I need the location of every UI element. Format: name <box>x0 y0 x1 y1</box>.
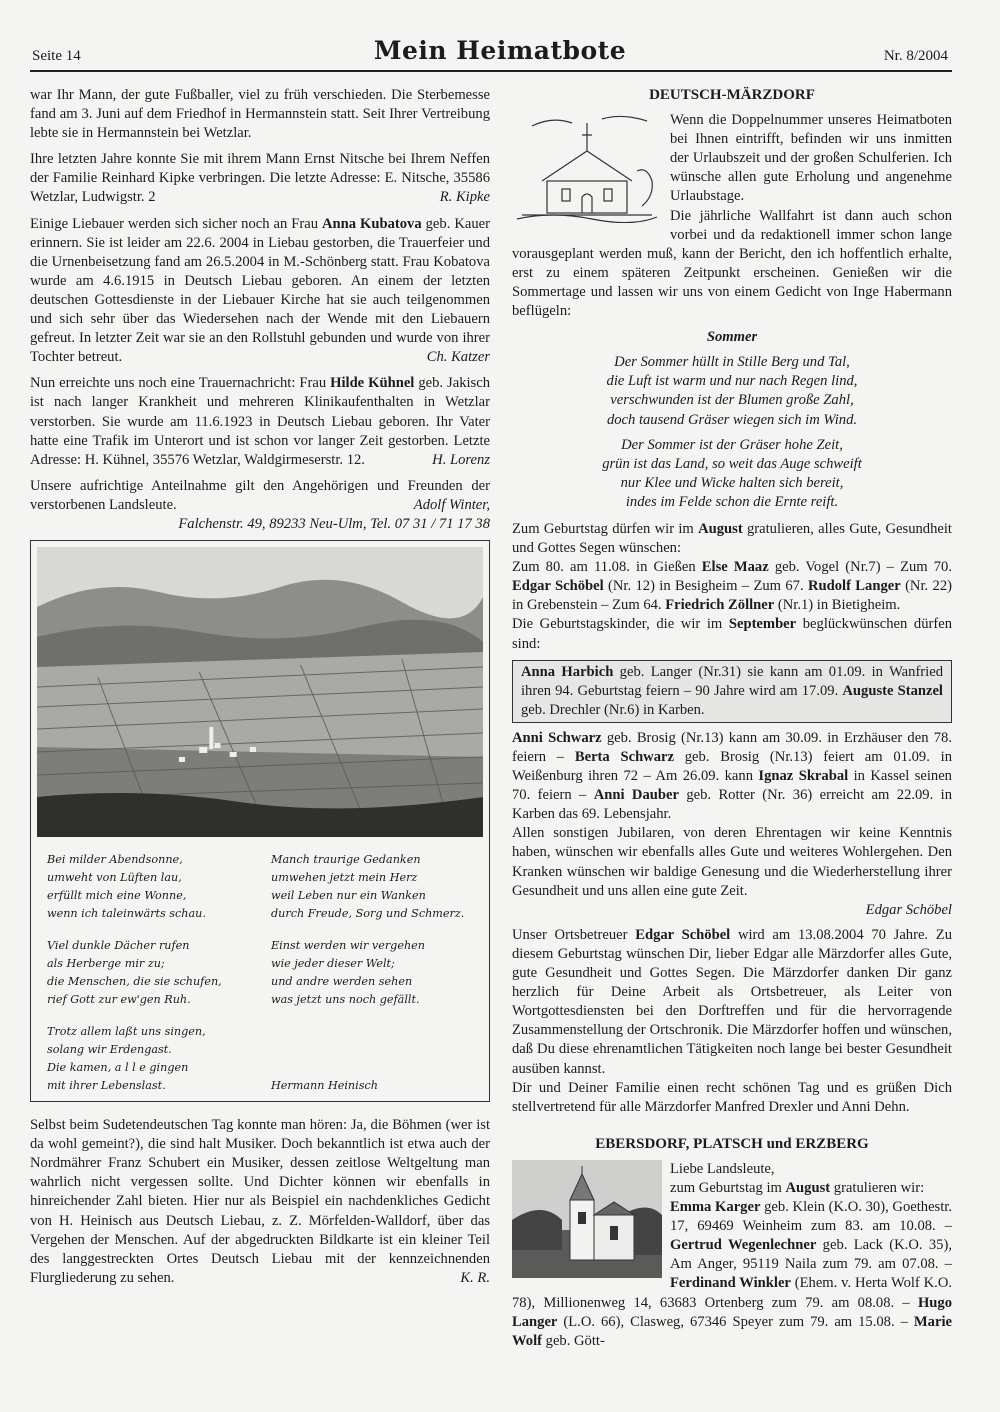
highlight-box: Anna Harbich geb. Langer (Nr.31) sie kann am 01.09. in Wanfried ihren 94. Geburtstag feiern – 90 Jahre wird am 17.09. Auguste Stanzel geb. Drechler (Nr.6) in Karben. <box>512 660 952 723</box>
right-column <box>512 86 952 1358</box>
paragraph: Emma Karger geb. Klein (K.O. 30), Goethestr. 17, 69469 Weinheim zum 83. am 10.08. – Gertrud Wegenlechner geb. Lack (K.O. 35), Am Anger, 95119 Naila zum 79. am 07.08. – Ferdinand Winkler (Ehem. v. Herta Wolf K.O. 78), Millionenweg 14, 63683 Ortenberg zum 79. am 08.08. – Hugo Langer (L.O. 66), Clasweg, 67346 Speyer zum 79. am 15.08. – Marie Wolf geb. Gött- <box>512 1199 953 1349</box>
paragraph: Unser Ortsbetreuer Edgar Schöbel wird am 13.08.2004 70 Jahre. Zu diesem Geburtstag wünschen Dir, lieber Edgar alle Märzdorfer alles Gute, gute Gesundheit und Gottes Segen. Die Märzdorfer danken Dir ganz herzlich für Deine Arbeit als Ortsbetreuer, als Leiter von Wortgottesdiensten bei den Dorftreffen und für die hervorragende Zusammenstellung der Ortschronik. Die Märzdorfer hoffen und wünschen, daß Du diese ehrenamtlichen Tätigkeiten noch lange bei bester Gesundheit ausüben kannst. <box>512 926 953 1077</box>
poem-title: Sommer <box>706 329 758 346</box>
poem-stanza: Bei milder Abendsonne, umweht von Lüften lau, erfüllt mich eine Wonne, wenn ich taleinwärts schau. <box>47 853 206 921</box>
signature: R. Kipke <box>439 189 490 206</box>
signature: Adolf Winter, <box>413 496 490 513</box>
landscape-photo <box>37 547 483 837</box>
paragraph: Die Geburtstagskinder, die wir im September beglückwünschen dürfen sind: <box>512 616 952 652</box>
signature: K. R. <box>460 1269 490 1286</box>
paragraph: Selbst beim Sudetendeutschen Tag konnte man hören: Ja, die Böhmen (wer ist da wohl gemeint?), die sind halt Musiker. Doch bekanntlich ist etwa auch der Nordmährer Franz Schubert ein Musiker, dessen zeitlose Weltgeltung man wahrlich nicht vergessen sollte. Und Dichter können wir ebenfalls in hinreichender Zahl bieten. Hier nur als Beispiel ein nachdenkliches Gedicht von H. Heinisch aus Deutsch Liebau, z. Z. Mörfelden-Walldorf, über das Vergehen der Menschen. Auf der abgedruckten Bildkarte ist ein kleiner Teil des langgestreckten Ortes Deutsch Liebau mit der kennzeichnenden Flurgliederung zu sehen. K. R. <box>30 1116 490 1288</box>
poem-heinisch <box>37 851 483 1095</box>
paragraph: Die jährliche Wallfahrt ist dann auch schon vorbei und da redaktionell immer schon lange vorausgeplant werden muß, kann der Bericht, den ich hoffentlich erhalte, erst zu einem späteren Zeitpunkt erscheinen. Genießen wir die Sommertage und lassen wir uns von einem Gedicht von Inge Habermann beflügeln: <box>512 207 952 320</box>
paragraph: Zum Geburtstag dürfen wir im August gratulieren, alles Gute, Gesundheit und Gottes Segen wünschen: <box>512 520 952 557</box>
picture-postcard <box>30 540 490 1102</box>
paragraph: Wenn die Doppelnummer unseres Heimatboten bei Ihnen eintrifft, befinden wir uns inmitten der Urlaubszeit und der großen Schulferien. Ich wünsche allen gute Erholung und angenehme Urlaubstage. <box>670 112 952 205</box>
paragraph: zum Geburtstag im August gratulieren wir: <box>670 1179 925 1196</box>
paragraph: Zum 80. am 11.08. in Gießen Else Maaz geb. Vogel (Nr.7) – Zum 70. Edgar Schöbel (Nr. 12) in Besigheim – Zum 67. Rudolf Langer (Nr. 22) in Grebenstein – Zum 64. Friedrich Zöllner (Nr.1) in Bietigheim. <box>512 559 952 614</box>
paragraph: Liebe Landsleute, <box>670 1160 775 1177</box>
signature: H. Lorenz <box>432 451 490 468</box>
signature: Edgar Schöbel <box>865 901 952 918</box>
poem-stanza: Viel dunkle Dächer rufen als Herberge mir zu; die Menschen, die sie schufen, rief Gott zur ew'gen Ruh. <box>47 939 222 1007</box>
paragraph: Dir und Deiner Familie einen recht schönen Tag und es grüßen Dich stellvertretend für alle Märzdorfer Manfred Drexler und Anni Dehn. <box>512 1079 952 1115</box>
signature: Ch. Katzer <box>426 349 490 366</box>
section-title: DEUTSCH-MÄRZDORF <box>649 87 815 103</box>
poem-author: Hermann Heinisch <box>271 1079 378 1093</box>
poem-sommer <box>512 328 952 512</box>
masthead-logo: Mein Heimatbote <box>373 36 627 65</box>
paragraph: war Ihr Mann, der gute Fußballer, viel zu früh verschieden. Die Sterbemesse fand am 3. Juni auf dem Friedhof in Hermannstein statt. Seit Ihrer Vertreibung lebte sie in Hermannstein bei Wetzlar. <box>30 87 490 142</box>
poem-stanza: Trotz allem laßt uns singen, solang wir Erdengast. Die kamen, a l l e gingen mit ihrer Lebenslast. <box>47 1025 206 1093</box>
paragraph: Unsere aufrichtige Anteilnahme gilt den Angehörigen und Freunden der verstorbenen Landsleute. Adolf Winter, <box>30 477 490 515</box>
paragraph: Ihre letzten Jahre konnte Sie mit ihrem Mann Ernst Nitsche bei Ihrem Neffen der Familie Reinhard Kipke verbringen. Die letzte Adresse: E. Nitsche, 35586 Wetzlar, Ludwigstr. 2 R. Kipke <box>30 150 490 207</box>
chapel-drawing <box>512 111 662 223</box>
paragraph: Nun erreichte uns noch eine Trauernachricht: Frau Hilde Kühnel geb. Jakisch ist nach langer Krankheit und mehreren Klinikaufenthalten in Wetzlar verstorben. Sie wurde am 11.6.1923 in Deutsch Liebau geboren. Ihr Vater hatte eine Trafik im Unterort und ist schon vor langer Zeit gestorben. Letzte Adresse: H. Kühnel, 35576 Wetzlar, Waldgirmeserstr. 12. H. Lorenz <box>30 374 490 469</box>
header-rule <box>30 70 952 72</box>
church-photo <box>512 1160 662 1278</box>
left-column <box>30 86 490 1295</box>
section-title: EBERSDORF, PLATSCH und ERZBERG <box>595 1135 869 1152</box>
poem-stanza: Der Sommer hüllt in Stille Berg und Tal, die Luft ist warm und nur nach Regen lind, verschwunden ist der Blumen große Zahl, doch tausend Gräser wiegen sich im Wind. <box>606 354 858 428</box>
issue-number: Nr. 8/2004 <box>883 48 948 64</box>
poem-stanza: Einst werden wir vergehen wie jeder dieser Welt; und andre werden sehen was jetzt uns noch gefällt. <box>271 939 425 1007</box>
paragraph: Anni Schwarz geb. Brosig (Nr.13) kann am 30.09. in Erzhäuser den 78. feiern – Berta Schwarz geb. Brosig (Nr.13) feiert am 01.09. in Weißenburg ihren 72 – Am 26.09. kann Ignaz Skrabal in Kassel seinen 70. feiern – Anni Dauber geb. Rotter (Nr. 36) erreicht am 22.09. in Karben das 69. Lebensjahr. <box>512 729 952 823</box>
page-number: Seite 14 <box>32 48 81 64</box>
paragraph: Allen sonstigen Jubilaren, von deren Ehrentagen wir keine Kenntnis haben, wünschen wir ebenfalls alles Gute und weiteres Wohlergehen. Den Kranken wünschen wir baldige Genesung und die Wiederherstellung ihrer Gesundheit und uns allen eine gute Zeit. <box>512 825 952 899</box>
address: Falchenstr. 49, 89233 Neu-Ulm, Tel. 07 31 / 71 17 38 <box>178 515 490 532</box>
paragraph: Einige Liebauer werden sich sicher noch an Frau Anna Kubatova geb. Kauer erinnern. Sie ist leider am 22.6. 2004 in Liebau gestorben, die Trauerfeier und die Urnenbeisetzung fand am 26.5.2004 in M.-Schönberg statt. Frau Kobatova wurde am 4.6.1915 in Deutsch Liebau geboren. An einem der letzten deutschen Gottesdienste in der Liebauer Kirche hat sie auch teilgenommen und sich sehr über das Wiedersehen nach der Wende mit den Liebauern gefreut. In letzter Zeit war sie an den Rollstuhl gebunden und wurde von ihrer Tochter betreut. Ch. Katzer <box>30 215 490 368</box>
poem-stanza: Der Sommer ist der Gräser hohe Zeit, grün ist das Land, so weit das Auge schweift nur Klee und Wicke halten sich bereit, indes im Felde schon die Ernte reift. <box>602 436 862 510</box>
poem-stanza: Manch traurige Gedanken umwehen jetzt mein Herz weil Leben nur ein Wanken durch Freude, Sorg und Schmerz. <box>271 853 465 921</box>
